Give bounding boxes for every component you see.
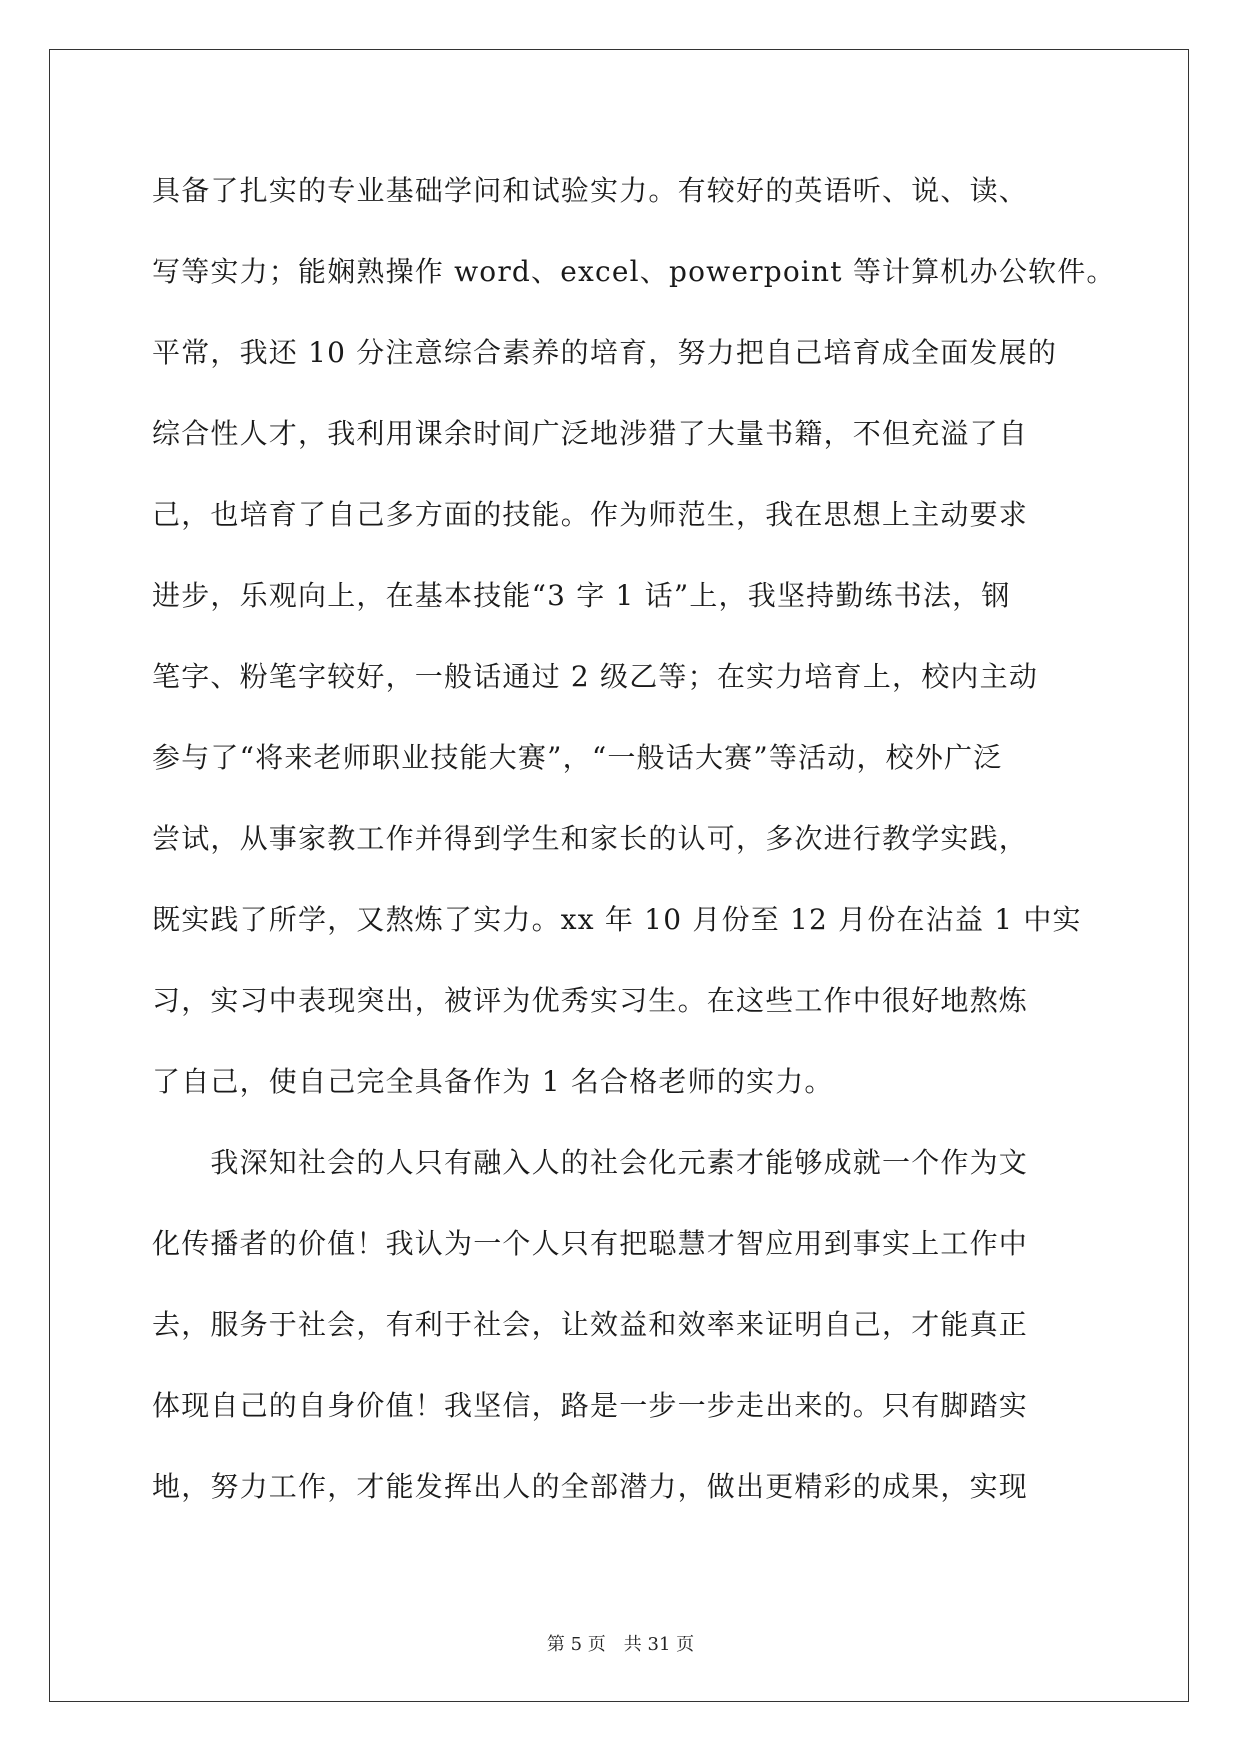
text-line: 化传播者的价值！我认为一个人只有把聪慧才智应用到事实上工作中: [152, 1227, 1029, 1260]
text-line: 去，服务于社会，有利于社会，让效益和效率来证明自己，才能真正: [152, 1308, 1029, 1341]
text-line: 我深知社会的人只有融入人的社会化元素才能够成就一个作为文: [152, 1146, 1029, 1179]
text-line: 尝试，从事家教工作并得到学生和家长的认可，多次进行教学实践，: [152, 822, 1029, 855]
text-line: 己，也培育了自己多方面的技能。作为师范生，我在思想上主动要求: [152, 498, 1029, 531]
text-line: 了自己，使自己完全具备作为 1 名合格老师的实力。: [152, 1065, 834, 1098]
text-line: 写等实力；能娴熟操作 word、excel、powerpoint 等计算机办公软件。: [152, 255, 1116, 288]
text-line: 具备了扎实的专业基础学问和试验实力。有较好的英语听、说、读、: [152, 174, 1029, 207]
text-line: 进步，乐观向上，在基本技能“3 字 1 话”上，我坚持勤练书法，钢: [152, 579, 1011, 612]
text-line: 平常，我还 10 分注意综合素养的培育，努力把自己培育成全面发展的: [152, 336, 1058, 369]
text-line: 习，实习中表现突出，被评为优秀实习生。在这些工作中很好地熬炼: [152, 984, 1029, 1017]
text-line: 笔字、粉笔字较好，一般话通过 2 级乙等；在实力培育上，校内主动: [152, 660, 1039, 693]
text-line: 既实践了所学，又熬炼了实力。xx 年 10 月份至 12 月份在沾益 1 中实: [152, 903, 1082, 936]
text-line: 参与了“将来老师职业技能大赛”，“一般话大赛”等活动，校外广泛: [152, 741, 1003, 774]
text-line: 综合性人才，我利用课余时间广泛地涉猎了大量书籍，不但充溢了自: [152, 417, 1029, 450]
body-text: [152, 150, 1116, 1527]
page-number: 第 5 页 共 31 页: [546, 1634, 695, 1655]
text-line: 体现自己的自身价值！我坚信，路是一步一步走出来的。只有脚踏实: [152, 1389, 1029, 1422]
text-line: 地，努力工作，才能发挥出人的全部潜力，做出更精彩的成果，实现: [152, 1470, 1029, 1503]
